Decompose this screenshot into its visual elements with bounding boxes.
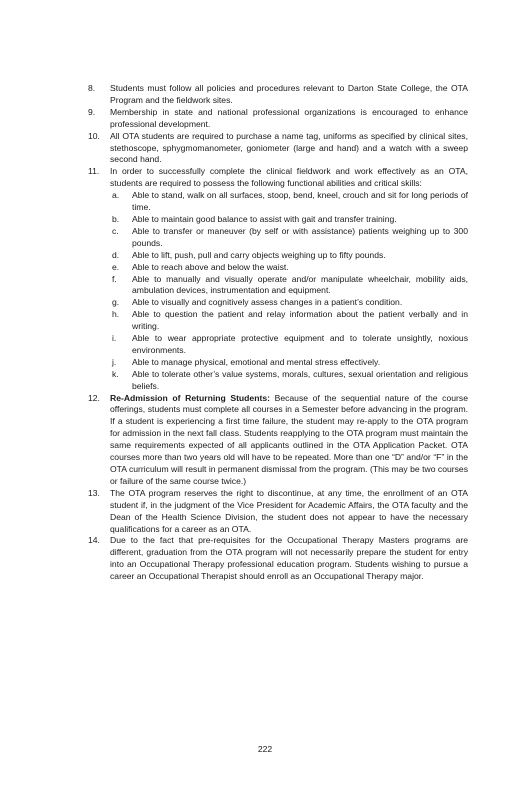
sub-item-letter: h. xyxy=(112,309,120,320)
list-item xyxy=(88,488,468,536)
sub-item-text: Able to manage physical, emotional and mental stress effectively. xyxy=(132,356,381,367)
sub-item-letter: e. xyxy=(112,261,120,272)
sub-item-letter: f. xyxy=(112,273,117,284)
sub-list-item xyxy=(112,190,468,214)
sub-item-letter: d. xyxy=(112,249,120,260)
sub-item-text: Able to stand, walk on all surfaces, stoop, bend, kneel, crouch and sit for long periods of time. xyxy=(132,190,468,213)
sub-item-letter: g. xyxy=(112,297,120,308)
sub-list-item xyxy=(112,226,468,250)
sub-item-text: Able to reach above and below the waist. xyxy=(132,261,289,272)
list-item xyxy=(88,535,468,583)
item-number: 12. xyxy=(88,392,100,403)
list-item xyxy=(88,131,468,167)
sub-item-text: Able to lift, push, pull and carry objects weighing up to fifty pounds. xyxy=(132,249,386,260)
sub-item-text: Able to manually and visually operate and/or manipulate wheelchair, mobility aids, ambulation devices, instrumentation and equipment. xyxy=(132,273,468,296)
sub-list-item xyxy=(112,274,468,298)
item-number: 8. xyxy=(88,83,96,93)
item-text: All OTA students are required to purchase a name tag, uniforms as specified by clinical sites, stethoscope, sphygmomanometer, goniometer (large and hand) and a watch with a sweep second hand. xyxy=(110,130,468,165)
list-item xyxy=(88,83,468,107)
sub-item-text: Able to visually and cognitively assess changes in a patient’s condition. xyxy=(132,297,403,308)
item-number: 9. xyxy=(88,106,96,117)
sub-list-item xyxy=(112,214,468,226)
list-item xyxy=(88,107,468,131)
item-number: 14. xyxy=(88,535,100,546)
page-number: 222 xyxy=(257,744,273,754)
sub-item-text: Able to transfer or maneuver (by self or with assistance) patients weighing up to 300 pounds. xyxy=(132,225,468,248)
sub-item-letter: b. xyxy=(112,213,120,224)
sub-list-item xyxy=(112,357,468,369)
item-number: 13. xyxy=(88,487,100,498)
sub-list-item xyxy=(112,250,468,262)
item-text: Because of the sequential nature of the course offerings, students must complete all courses in a Semester before advancing in the program. If a student is experiencing a first time failure, the student may re-apply to the OTA program for admission in the next fall class. Students reapplying to the OTA program must maintain the same requirements expected of all applicants outlined in the OTA Application Packet. OTA courses more than two years old will have to be repeated. More than one “D” and/or “F” in the OTA curriculum will result in permanent dismissal from the program. (This may be two courses or failure of the same course twice.) xyxy=(110,392,468,486)
item-text: Due to the fact that pre-requisites for the Occupational Therapy Masters programs are different, graduation from the OTA program will not necessarily prepare the student for entry into an Occupational Therapy professional education program. Students wishing to pursue a career an Occupational Therapist should enroll as an Occupational Therapy major. xyxy=(110,535,468,582)
item-text: In order to successfully complete the clinical fieldwork and work effectively as an OTA, students are required to possess the following functional abilities and critical skills: xyxy=(110,166,468,189)
sub-item-text: Able to maintain good balance to assist with gait and transfer training. xyxy=(132,213,397,224)
sub-item-text: Able to wear appropriate protective equipment and to tolerate unsightly, noxious environments. xyxy=(132,333,468,355)
sub-item-letter: c. xyxy=(112,225,119,236)
item-heading: Re-Admission of Returning Students: xyxy=(110,392,270,403)
item-number: 11. xyxy=(88,166,100,177)
sub-item-letter: a. xyxy=(112,190,120,201)
policy-list xyxy=(88,83,468,583)
item-text: Students must follow all policies and procedures relevant to Darton State College, the OTA Program and the fieldwork sites. xyxy=(110,83,468,105)
sub-item-text: Able to question the patient and relay information about the patient verbally and in writing. xyxy=(132,309,468,332)
item-number: 10. xyxy=(88,130,100,141)
item-text: The OTA program reserves the right to discontinue, at any time, the enrollment of an OTA student if, in the judgment of the Vice President for Academic Affairs, the OTA faculty and the Dean of the Health Science Division, the student does not appear to have the necessary qualifications for a career as an OTA. xyxy=(110,487,468,534)
item-text: Membership in state and national professional organizations is encouraged to enhance professional development. xyxy=(110,106,468,129)
sub-item-letter: j. xyxy=(112,356,117,367)
functional-abilities-list xyxy=(88,190,468,392)
sub-list-item xyxy=(112,309,468,333)
sub-item-letter: i. xyxy=(112,333,117,344)
sub-item-letter: k. xyxy=(112,368,119,379)
sub-list-item xyxy=(112,297,468,309)
list-item xyxy=(88,393,468,488)
sub-item-text: Able to tolerate other’s value systems, morals, cultures, sexual orientation and religious beliefs. xyxy=(132,368,468,391)
list-item xyxy=(88,166,468,190)
sub-list-item xyxy=(112,333,468,357)
sub-list-item xyxy=(112,369,468,393)
sub-list-item xyxy=(112,262,468,274)
